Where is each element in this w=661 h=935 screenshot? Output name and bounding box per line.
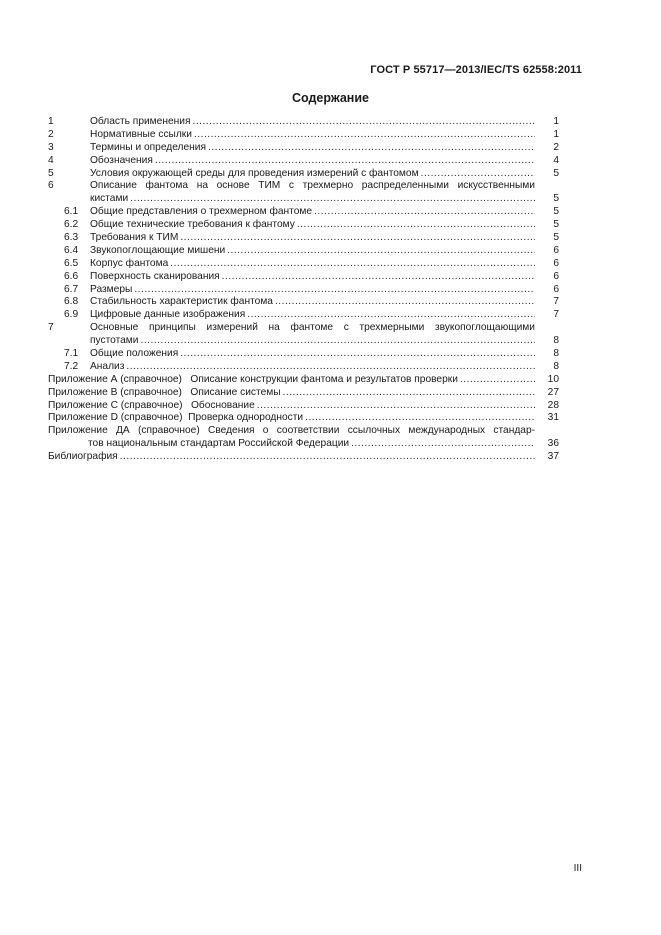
toc-entry-page: 2 xyxy=(553,141,559,153)
toc-entry-page: 28 xyxy=(547,399,559,411)
toc-entry-label: Общие представления о трехмерном фантоме xyxy=(90,206,313,218)
toc-entry[interactable] xyxy=(48,258,559,271)
toc-entry-label: Приложение С (справочное) Обоснование xyxy=(48,399,255,411)
leader-dots xyxy=(222,271,535,284)
toc-entry-page: 31 xyxy=(547,412,559,424)
toc-entry-label: Требования к ТИМ xyxy=(90,232,179,243)
toc-entry-label: Стабильность характеристик фантома xyxy=(90,296,273,308)
toc-entry[interactable] xyxy=(48,425,559,438)
toc-entry-label: тов национальным стандартам Российской Федерации xyxy=(88,438,350,450)
document-header: ГОСТ Р 55717—2013/IEC/TS 62558:2011 xyxy=(370,64,582,76)
leader-dots xyxy=(257,400,535,413)
leader-dots xyxy=(194,129,535,142)
toc-entry[interactable] xyxy=(48,155,559,168)
leader-dots xyxy=(351,438,535,451)
toc-entry-number: 6.6 xyxy=(64,270,79,282)
table-of-contents xyxy=(48,116,559,464)
leader-dots xyxy=(227,245,535,258)
toc-entry-page: 6 xyxy=(553,270,559,282)
toc-entry-page: 37 xyxy=(547,451,559,463)
toc-entry[interactable] xyxy=(48,284,559,297)
toc-entry[interactable] xyxy=(48,180,559,193)
toc-entry-label: Область применения xyxy=(90,115,191,127)
leader-dots xyxy=(120,451,535,464)
toc-entry-number: 7.1 xyxy=(64,348,79,360)
toc-entry[interactable] xyxy=(48,168,559,181)
toc-title: Содержание xyxy=(291,91,369,105)
leader-dots xyxy=(305,412,535,425)
toc-entry-label: Приложение А (справочное) Описание конструкции фантома и результатов проверки xyxy=(48,373,458,385)
toc-entry[interactable] xyxy=(48,245,559,258)
toc-entry-number: 6.5 xyxy=(64,257,79,269)
toc-entry-page: 1 xyxy=(553,115,559,127)
leader-dots xyxy=(297,219,535,232)
toc-entry-label: Библиография xyxy=(48,451,118,463)
leader-dots xyxy=(180,232,535,245)
toc-entry[interactable] xyxy=(48,361,559,374)
leader-dots xyxy=(460,374,535,387)
toc-entry-label: Размеры xyxy=(90,283,133,295)
toc-entry-label: Описание фантома на основе ТИМ с трехмерно распределенными искусственными xyxy=(90,180,535,192)
toc-entry-page: 5 xyxy=(553,219,559,231)
toc-entry[interactable] xyxy=(48,374,559,387)
toc-entry-label: пустотами xyxy=(90,335,139,347)
leader-dots xyxy=(180,348,535,361)
toc-entry-page: 6 xyxy=(553,283,559,295)
toc-entry-number: 2 xyxy=(48,128,54,140)
toc-entry-label: Поверхность сканирования xyxy=(90,270,220,282)
toc-entry-number: 6.7 xyxy=(64,283,79,295)
toc-entry-label: Общие положения xyxy=(90,348,179,360)
toc-entry[interactable] xyxy=(48,309,559,322)
toc-entry-number: 7.2 xyxy=(64,360,79,372)
toc-entry-label: Основные принципы измерений на фантоме с трехмерными звукопоглощающими xyxy=(90,322,535,334)
toc-entry-page: 5 xyxy=(553,167,559,179)
toc-entry[interactable] xyxy=(48,451,559,464)
toc-entry-page: 10 xyxy=(547,373,559,385)
toc-entry-label: Звукопоглощающие мишени xyxy=(90,244,226,256)
leader-dots xyxy=(134,284,535,297)
toc-entry[interactable] xyxy=(48,219,559,232)
toc-entry-label: Цифровые данные изображения xyxy=(90,309,246,321)
toc-entry-number: 6.8 xyxy=(64,296,79,308)
toc-entry-page: 7 xyxy=(553,296,559,308)
leader-dots xyxy=(130,193,535,206)
toc-entry-page: 6 xyxy=(553,257,559,269)
leader-dots xyxy=(247,309,535,322)
toc-entry-page: 1 xyxy=(553,128,559,140)
leader-dots xyxy=(275,296,535,309)
toc-entry[interactable] xyxy=(48,412,559,425)
leader-dots xyxy=(141,335,536,348)
toc-entry[interactable] xyxy=(48,116,559,129)
toc-entry-label: Условия окружающей среды для проведения измерений с фантомом xyxy=(90,167,419,179)
toc-entry-label: Нормативные ссылки xyxy=(90,128,192,140)
toc-entry-label: кистами xyxy=(90,193,129,205)
toc-entry-number: 1 xyxy=(48,115,54,127)
toc-entry-page: 5 xyxy=(553,232,559,243)
toc-entry-label: Общие технические требования к фантому xyxy=(90,219,295,231)
toc-entry[interactable] xyxy=(48,206,559,219)
toc-entry-number: 4 xyxy=(48,154,54,166)
toc-entry-number: 6 xyxy=(48,180,54,192)
leader-dots xyxy=(283,387,535,400)
leader-dots xyxy=(421,168,535,181)
toc-entry[interactable] xyxy=(48,232,559,245)
toc-entry-number: 3 xyxy=(48,141,54,153)
toc-entry-number: 6.1 xyxy=(64,206,79,218)
toc-entry-page: 36 xyxy=(547,438,559,450)
toc-entry-label: Приложение D (справочное) Проверка однородности xyxy=(48,412,304,424)
toc-entry-number: 6.4 xyxy=(64,244,79,256)
toc-entry-page: 7 xyxy=(553,309,559,321)
toc-entry[interactable] xyxy=(48,322,559,335)
toc-entry-label: Приложение В (справочное) Описание системы xyxy=(48,386,281,398)
leader-dots xyxy=(170,258,535,271)
leader-dots xyxy=(192,116,535,129)
leader-dots xyxy=(126,361,535,374)
toc-entry-page: 5 xyxy=(553,206,559,218)
toc-entry-label: Обозначения xyxy=(90,154,153,166)
toc-entry-page: 4 xyxy=(553,154,559,166)
toc-entry-page: 8 xyxy=(553,360,559,372)
toc-entry[interactable] xyxy=(48,387,559,400)
toc-entry-number: 7 xyxy=(48,322,54,334)
toc-entry-continuation[interactable] xyxy=(48,193,559,206)
toc-entry[interactable] xyxy=(48,142,559,155)
toc-entry-number: 6.3 xyxy=(64,232,79,243)
page-number: III xyxy=(573,863,582,874)
toc-entry-page: 27 xyxy=(547,386,559,398)
toc-entry-number: 5 xyxy=(48,167,54,179)
leader-dots xyxy=(208,142,535,155)
toc-entry-label: Анализ xyxy=(90,360,125,372)
toc-entry[interactable] xyxy=(48,400,559,413)
toc-entry-continuation[interactable] xyxy=(48,438,559,451)
leader-dots xyxy=(155,155,535,168)
toc-entry-continuation[interactable] xyxy=(48,335,559,348)
leader-dots xyxy=(314,206,535,219)
toc-entry-page: 8 xyxy=(553,335,559,347)
toc-entry-page: 8 xyxy=(553,348,559,360)
toc-entry[interactable] xyxy=(48,348,559,361)
toc-entry-number: 6.2 xyxy=(64,219,79,231)
toc-entry[interactable] xyxy=(48,129,559,142)
toc-entry[interactable] xyxy=(48,296,559,309)
toc-entry-number: 6.9 xyxy=(64,309,79,321)
toc-entry-page: 6 xyxy=(553,244,559,256)
toc-entry-label: Термины и определения xyxy=(90,141,206,153)
toc-entry-page: 5 xyxy=(553,193,559,205)
toc-entry-label: Приложение ДА (справочное) Сведения о соответствии ссылочных международных стандар- xyxy=(48,425,535,437)
toc-entry-label: Корпус фантома xyxy=(90,257,169,269)
toc-entry[interactable] xyxy=(48,271,559,284)
